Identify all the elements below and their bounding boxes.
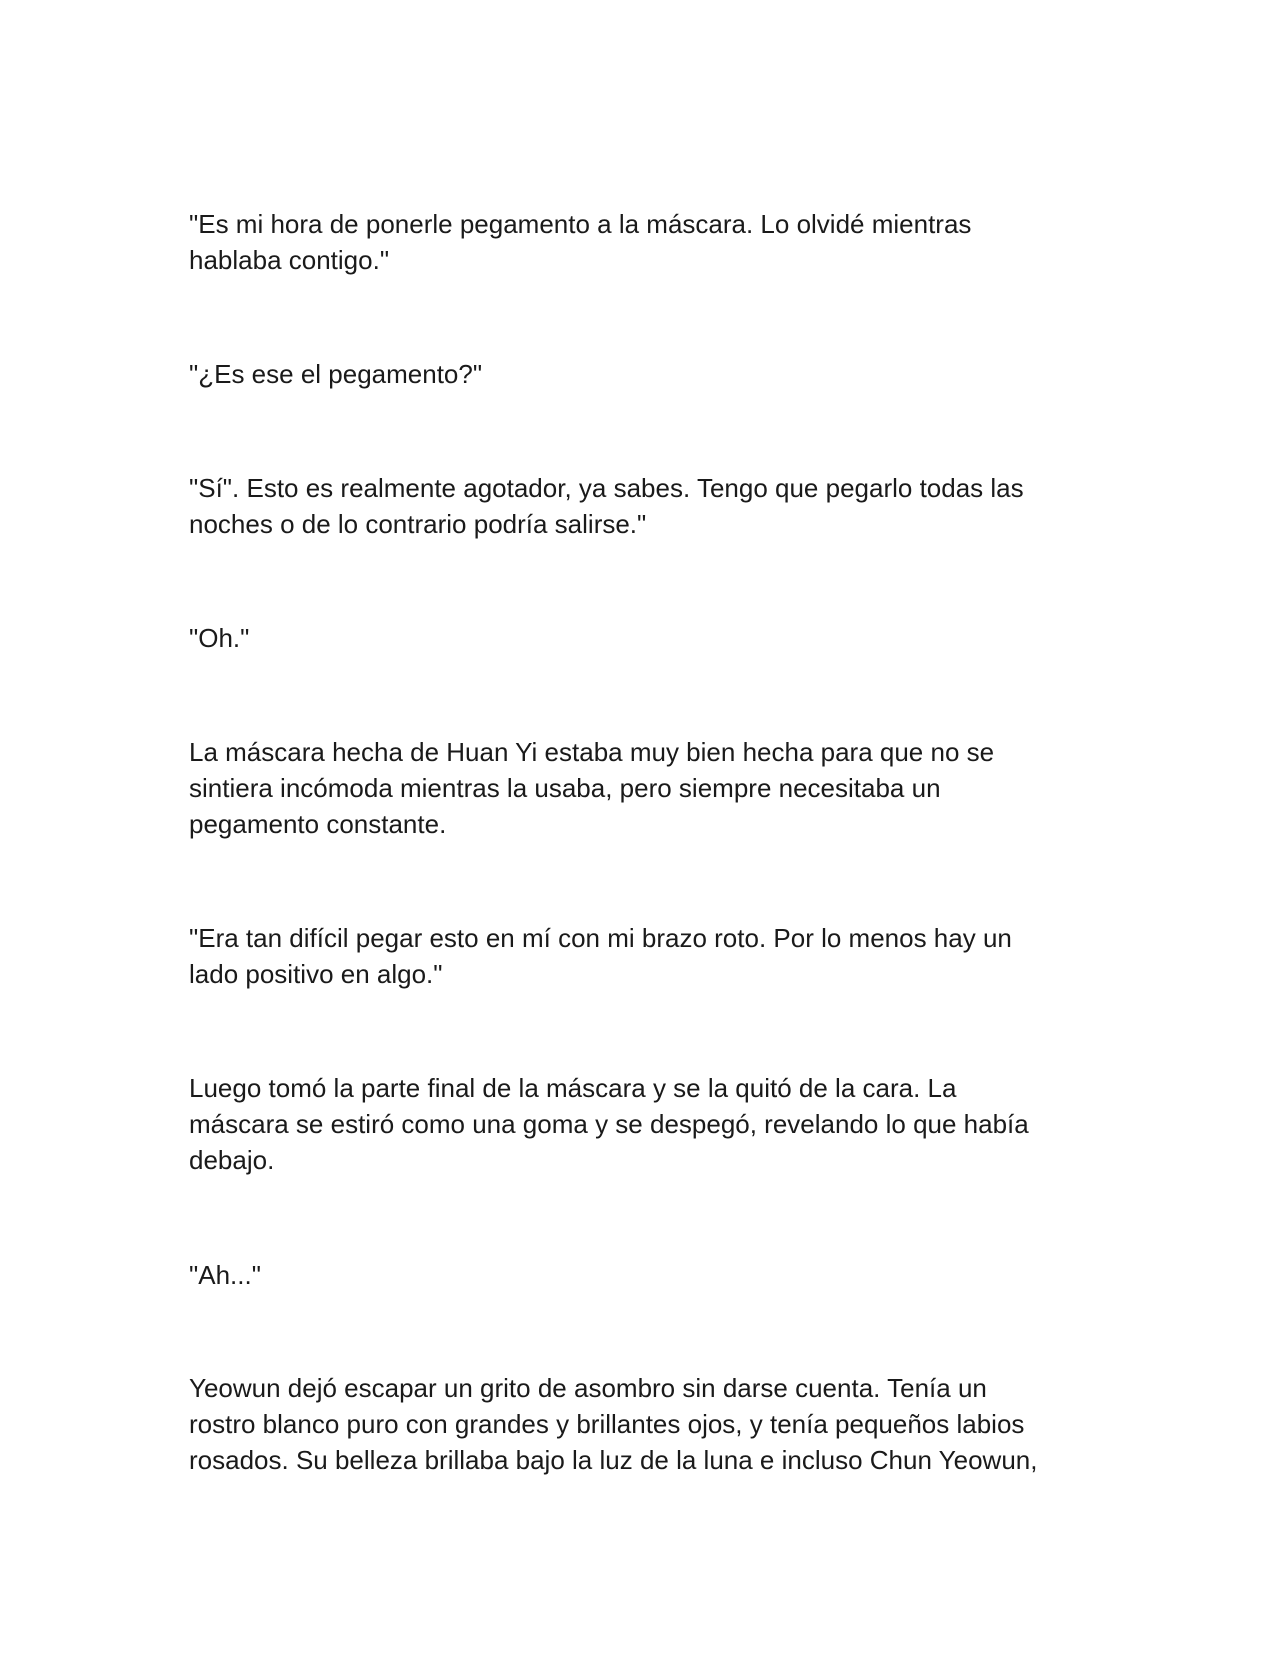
- text-line: rosados. Su belleza brillaba bajo la luz de la luna e incluso Chun Yeowun,: [189, 1445, 1038, 1475]
- paragraph-4: [189, 620, 1089, 656]
- paragraph-7: [189, 1070, 1089, 1178]
- paragraph-1: [189, 206, 1089, 278]
- text-line: Yeowun dejó escapar un grito de asombro sin darse cuenta. Tenía un: [189, 1373, 987, 1403]
- text-line: noches o de lo contrario podría salirse.": [189, 509, 647, 539]
- paragraph-5: [189, 734, 1089, 842]
- text-line: Luego tomó la parte final de la máscara y se la quitó de la cara. La: [189, 1073, 957, 1103]
- text-line: máscara se estiró como una goma y se despegó, revelando lo que había: [189, 1109, 1029, 1139]
- text-line: "Es mi hora de ponerle pegamento a la máscara. Lo olvidé mientras: [189, 209, 972, 239]
- text-line: "Oh.": [189, 623, 250, 653]
- text-line: hablaba contigo.": [189, 245, 390, 275]
- paragraph-3: [189, 470, 1089, 542]
- text-line: "Ah...": [189, 1260, 261, 1290]
- text-line: La máscara hecha de Huan Yi estaba muy bien hecha para que no se: [189, 737, 995, 767]
- text-line: pegamento constante.: [189, 809, 447, 839]
- text-line: rostro blanco puro con grandes y brillantes ojos, y tenía pequeños labios: [189, 1409, 1025, 1439]
- text-line: "Sí". Esto es realmente agotador, ya sabes. Tengo que pegarlo todas las: [189, 473, 1024, 503]
- paragraph-9: [189, 1370, 1089, 1478]
- paragraph-6: [189, 920, 1089, 992]
- text-line: debajo.: [189, 1145, 275, 1175]
- paragraph-2: [189, 356, 1089, 392]
- text-line: "Era tan difícil pegar esto en mí con mi brazo roto. Por lo menos hay un: [189, 923, 1012, 953]
- text-line: "¿Es ese el pegamento?": [189, 359, 483, 389]
- paragraph-8: [189, 1257, 1089, 1293]
- text-line: sintiera incómoda mientras la usaba, pero siempre necesitaba un: [189, 773, 941, 803]
- text-line: lado positivo en algo.": [189, 959, 443, 989]
